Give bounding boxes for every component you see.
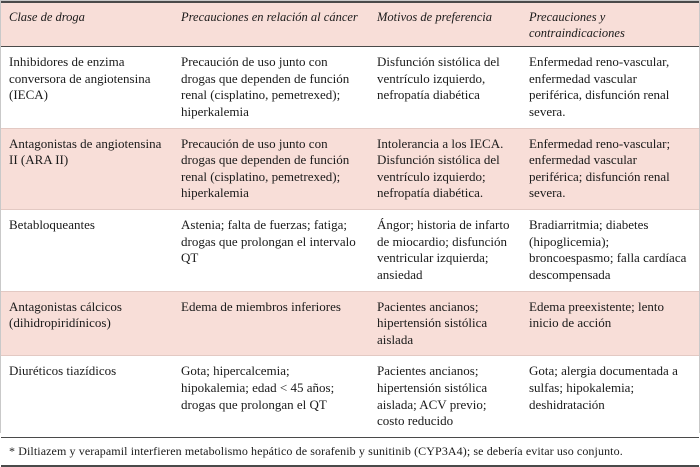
cell-clase: Diuréticos tiazídicos xyxy=(9,363,117,379)
table-footnote: * Diltiazem y verapamil interfieren metabolismo hepático de sorafenib y sunitinib (CYP3A4); se debería evitar uso conjunto. xyxy=(1,437,699,467)
cell-precauciones-cancer: Astenia; falta de fuerzas; fatiga; drogas que prolongan el intervalo QT xyxy=(181,217,356,266)
cell-contraindicaciones: Gota; alergia documentada a sulfas; hipokalemia; deshidratación xyxy=(529,363,678,412)
header-precauciones-contraindicaciones: Precauciones y contraindicaciones xyxy=(529,10,625,40)
cell-contraindicaciones: Bradiarritmia; diabetes (hipoglicemia); broncoespasmo; falla cardíaca descompensada xyxy=(529,217,687,282)
table-header-row xyxy=(1,3,699,47)
cell-precauciones-cancer: Precaución de uso junto con drogas que dependen de función renal (cisplatino, pemetrexed); hiperkalemia xyxy=(181,54,350,119)
header-precauciones-cancer: Precauciones en relación al cáncer xyxy=(181,10,358,24)
drug-classes-table xyxy=(1,1,699,437)
table-row-betabloqueantes xyxy=(1,210,699,292)
table-row-ieca xyxy=(1,47,699,129)
table-row-antagonistas-calcicos xyxy=(1,292,699,357)
cell-clase: Antagonistas de angiotensina II (ARA II) xyxy=(9,135,162,168)
cell-contraindicaciones: Enfermedad reno-vascular, enfermedad vascular periférica, disfunción renal severa. xyxy=(529,54,670,119)
cell-contraindicaciones: Edema preexistente; lento inicio de acción xyxy=(529,298,665,331)
cell-precauciones-cancer: Gota; hipercalcemia; hipokalemia; edad < 45 años; drogas que prolongan el QT xyxy=(181,363,335,412)
table-row-ara2 xyxy=(1,129,699,211)
cell-motivos-preferencia: Disfunción sistólica del ventrículo izquierdo, nefropatía diabética xyxy=(377,54,500,103)
table-row-diureticos-tiazidicos xyxy=(1,356,699,437)
cell-motivos-preferencia: Pacientes ancianos; hipertensión sistólica aislada; ACV previo; costo reducido xyxy=(377,363,488,429)
cell-precauciones-cancer: Edema de miembros inferiores xyxy=(181,298,341,314)
cell-motivos-preferencia: Intolerancia a los IECA. Disfunción sistólica del ventrículo izquierdo; nefropatía diabética. xyxy=(377,135,504,201)
cell-motivos-preferencia: Ángor; historia de infarto de miocardio; disfunción ventricular izquierda; ansiedad xyxy=(377,217,510,282)
cell-clase: Betabloqueantes xyxy=(9,217,95,232)
cell-clase: Inhibidores de enzima conversora de angiotensina (IECA) xyxy=(9,54,151,103)
cell-motivos-preferencia: Pacientes ancianos; hipertensión sistólica aislada xyxy=(377,298,488,347)
header-clase-de-droga: Clase de droga xyxy=(9,10,85,24)
header-motivos-preferencia: Motivos de preferencia xyxy=(377,10,493,24)
cell-precauciones-cancer: Precaución de uso junto con drogas que dependen de función renal (cisplatino, pemetrexed); hiperkalemia xyxy=(181,135,350,201)
cell-contraindicaciones: Enfermedad reno-vascular; enfermedad vascular periférica; disfunción renal severa. xyxy=(529,135,671,201)
cell-clase: Antagonistas cálcicos (dihidropiridínicos) xyxy=(9,298,122,331)
